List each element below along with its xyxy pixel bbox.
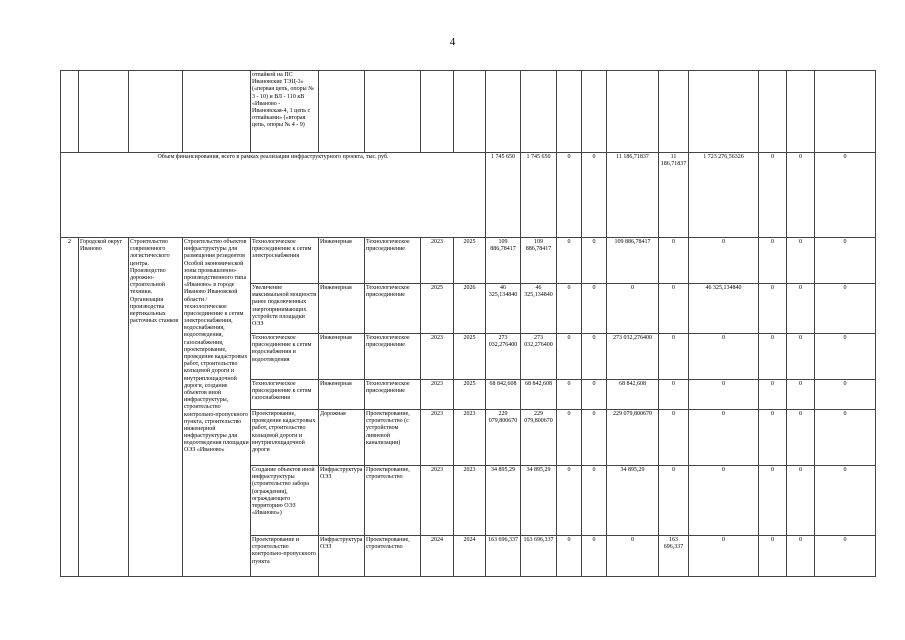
empty-cell <box>486 71 521 153</box>
value-cell: 34 895,29 <box>521 466 557 536</box>
value-cell: 0 <box>815 410 876 466</box>
value-cell: 0 <box>759 153 787 238</box>
year-start-cell: 2023 <box>421 380 454 410</box>
value-cell: 0 <box>659 334 689 380</box>
value-cell: 1 745 650 <box>486 153 521 238</box>
work-item-cell: Проектирование, проведение кадастровых работ, строительство кольцевой дороги и внутриплощадочной дороги <box>251 410 319 466</box>
value-cell: 0 <box>557 536 582 577</box>
activity-type-cell: Технологическое присоединение <box>365 334 421 380</box>
value-cell: 0 <box>815 238 876 284</box>
page-number: 4 <box>449 36 456 48</box>
value-cell: 0 <box>557 284 582 334</box>
empty-cell <box>607 71 659 153</box>
value-cell: 0 <box>659 380 689 410</box>
infrastructure-description-cell: Строительство объектов инфраструктуры для размещения резидентов Особой экономической зоны промышленно-производственного типа «Иваново» в городе Иваново Ивановской области / технологическое присоединение к сетям электроснабжения, водоснабжения, водоотведения, газоснабжения, проектирование, проведение кадастровых работ, строительство кольцевой дороги и внутриплощадочной дороги, создание объектов иной инфраструктуры, строительство контрольно-пропускного пункта, строительство инженерной инфраструктуры для водоотведения площадки ОЭЗ «Иваново» <box>183 238 251 577</box>
empty-cell <box>365 71 421 153</box>
year-start-cell: 2023 <box>421 466 454 536</box>
infrastructure-type-cell: Инженерная <box>319 334 365 380</box>
value-cell: 0 <box>582 238 607 284</box>
year-end-cell: 2025 <box>454 380 486 410</box>
value-cell: 0 <box>787 466 815 536</box>
value-cell: 0 <box>815 153 876 238</box>
empty-cell <box>129 71 183 153</box>
value-cell: 273 032,276400 <box>607 334 659 380</box>
empty-cell <box>79 71 129 153</box>
activity-type-cell: Проектирование, строительство <box>365 536 421 577</box>
infrastructure-projects-table <box>60 70 876 577</box>
value-cell: 0 <box>759 380 787 410</box>
value-cell: 163 696,337 <box>521 536 557 577</box>
value-cell: 34 895,29 <box>486 466 521 536</box>
project-row <box>61 238 876 284</box>
financing-label-cell: Объем финансирования, всего в рамках реализации инфраструктурного проекта, тыс. руб. <box>61 153 486 238</box>
year-start-cell: 2024 <box>421 536 454 577</box>
work-item-cell: Технологическое присоединение к сетям водоснабжения и водоотведения <box>251 334 319 380</box>
value-cell: 1 723 276,56326 <box>689 153 759 238</box>
value-cell: 68 842,608 <box>607 380 659 410</box>
year-end-cell: 2025 <box>454 334 486 380</box>
value-cell: 68 842,608 <box>486 380 521 410</box>
work-item-cell: Проектирование и строительство контрольно-пропускного пункта <box>251 536 319 577</box>
value-cell: 0 <box>759 466 787 536</box>
value-cell: 0 <box>689 466 759 536</box>
value-cell: 0 <box>815 536 876 577</box>
year-start-cell: 2025 <box>421 284 454 334</box>
value-cell: 0 <box>689 536 759 577</box>
value-cell: 0 <box>582 466 607 536</box>
value-cell: 109 886,78417 <box>486 238 521 284</box>
empty-cell <box>659 71 689 153</box>
year-end-cell: 2023 <box>454 410 486 466</box>
value-cell: 109 886,78417 <box>521 238 557 284</box>
value-cell: 0 <box>759 410 787 466</box>
work-item-cell: Технологическое присоединение к сетям газоснабжения <box>251 380 319 410</box>
value-cell: 0 <box>759 334 787 380</box>
year-start-cell: 2023 <box>421 238 454 284</box>
value-cell: 0 <box>815 334 876 380</box>
value-cell: 0 <box>815 284 876 334</box>
value-cell: 0 <box>787 334 815 380</box>
value-cell: 0 <box>582 284 607 334</box>
empty-cell <box>689 71 759 153</box>
value-cell: 229 079,800670 <box>486 410 521 466</box>
empty-cell <box>759 71 787 153</box>
year-end-cell: 2024 <box>454 536 486 577</box>
continuation-row <box>61 71 876 153</box>
value-cell: 0 <box>787 284 815 334</box>
value-cell: 0 <box>557 334 582 380</box>
work-item-cell: Технологическое присоединение к сетям электроснабжения <box>251 238 319 284</box>
value-cell: 0 <box>759 284 787 334</box>
empty-cell <box>421 71 454 153</box>
value-cell: 229 079,800670 <box>607 410 659 466</box>
value-cell: 229 079,800670 <box>521 410 557 466</box>
infrastructure-type-cell: Инженерная <box>319 380 365 410</box>
empty-cell <box>183 71 251 153</box>
value-cell: 0 <box>582 536 607 577</box>
empty-cell <box>557 71 582 153</box>
value-cell: 0 <box>582 380 607 410</box>
infrastructure-type-cell: Инфраструктура ОЭЗ <box>319 536 365 577</box>
continuation-work-item-cell: отпайкой на ПС Ивановские ТЭЦ-3» («первая цепь, опоры № 3 - 10) и ВЛ - 110 кВ «Иваново - Ивановская-4, 1 цепь с отпайками» («вторая цепь, опоры № 4 - 9) <box>251 71 319 153</box>
value-cell: 0 <box>689 410 759 466</box>
value-cell: 0 <box>607 536 659 577</box>
value-cell: 0 <box>689 238 759 284</box>
activity-type-cell: Технологическое присоединение <box>365 238 421 284</box>
value-cell: 0 <box>659 284 689 334</box>
empty-cell <box>319 71 365 153</box>
value-cell: 0 <box>689 380 759 410</box>
empty-cell <box>61 71 79 153</box>
work-item-cell: Создание объектов иной инфраструктуры (строительство забора (ограждения), ограждающего территорию ОЭЗ «Иваново») <box>251 466 319 536</box>
value-cell: 0 <box>689 334 759 380</box>
value-cell: 0 <box>759 238 787 284</box>
row-number-cell: 2 <box>61 238 79 577</box>
year-start-cell: 2023 <box>421 334 454 380</box>
value-cell: 11 186,71837 <box>607 153 659 238</box>
value-cell: 46 325,134840 <box>521 284 557 334</box>
value-cell: 0 <box>557 238 582 284</box>
activity-type-cell: Технологическое присоединение <box>365 284 421 334</box>
activity-type-cell: Проектирование, строительство (с устройством ливневой канализации) <box>365 410 421 466</box>
financing-total-row <box>61 153 876 238</box>
value-cell: 163 696,337 <box>486 536 521 577</box>
value-cell: 11 186,71837 <box>659 153 689 238</box>
project-description-cell: Строительство современного логистического центра. Производство дорожно-строительной техники. Организация производства вертикальных расточных станков <box>129 238 183 577</box>
year-end-cell: 2023 <box>454 466 486 536</box>
value-cell: 0 <box>557 410 582 466</box>
value-cell: 0 <box>787 153 815 238</box>
value-cell: 0 <box>557 466 582 536</box>
year-end-cell: 2025 <box>454 238 486 284</box>
year-end-cell: 2026 <box>454 284 486 334</box>
value-cell: 273 032,276400 <box>486 334 521 380</box>
value-cell: 0 <box>659 238 689 284</box>
value-cell: 0 <box>815 380 876 410</box>
value-cell: 109 886,78417 <box>607 238 659 284</box>
value-cell: 46 325,134840 <box>689 284 759 334</box>
value-cell: 0 <box>557 153 582 238</box>
value-cell: 1 745 650 <box>521 153 557 238</box>
value-cell: 0 <box>557 380 582 410</box>
infrastructure-type-cell: Инженерная <box>319 238 365 284</box>
value-cell: 0 <box>582 334 607 380</box>
value-cell: 0 <box>787 238 815 284</box>
value-cell: 0 <box>759 536 787 577</box>
value-cell: 0 <box>787 536 815 577</box>
value-cell: 0 <box>659 466 689 536</box>
value-cell: 68 842,608 <box>521 380 557 410</box>
value-cell: 0 <box>582 153 607 238</box>
activity-type-cell: Технологическое присоединение <box>365 380 421 410</box>
activity-type-cell: Проектирование, строительство <box>365 466 421 536</box>
empty-cell <box>521 71 557 153</box>
municipality-cell: Городской округ Иваново <box>79 238 129 577</box>
empty-cell <box>454 71 486 153</box>
value-cell: 34 895,29 <box>607 466 659 536</box>
value-cell: 163 696,337 <box>659 536 689 577</box>
year-start-cell: 2023 <box>421 410 454 466</box>
value-cell: 46 325,134840 <box>486 284 521 334</box>
value-cell: 0 <box>787 380 815 410</box>
infrastructure-type-cell: Инфраструктура ОЭЗ <box>319 466 365 536</box>
value-cell: 273 032,276400 <box>521 334 557 380</box>
empty-cell <box>815 71 876 153</box>
infrastructure-type-cell: Инженерная <box>319 284 365 334</box>
empty-cell <box>787 71 815 153</box>
infrastructure-type-cell: Дорожная <box>319 410 365 466</box>
value-cell: 0 <box>787 410 815 466</box>
value-cell: 0 <box>815 466 876 536</box>
empty-cell <box>582 71 607 153</box>
value-cell: 0 <box>659 410 689 466</box>
value-cell: 0 <box>607 284 659 334</box>
work-item-cell: Увеличение максимальной мощности ранее подключенных энергопринимающих устройств площадки ОЭЗ <box>251 284 319 334</box>
value-cell: 0 <box>582 410 607 466</box>
